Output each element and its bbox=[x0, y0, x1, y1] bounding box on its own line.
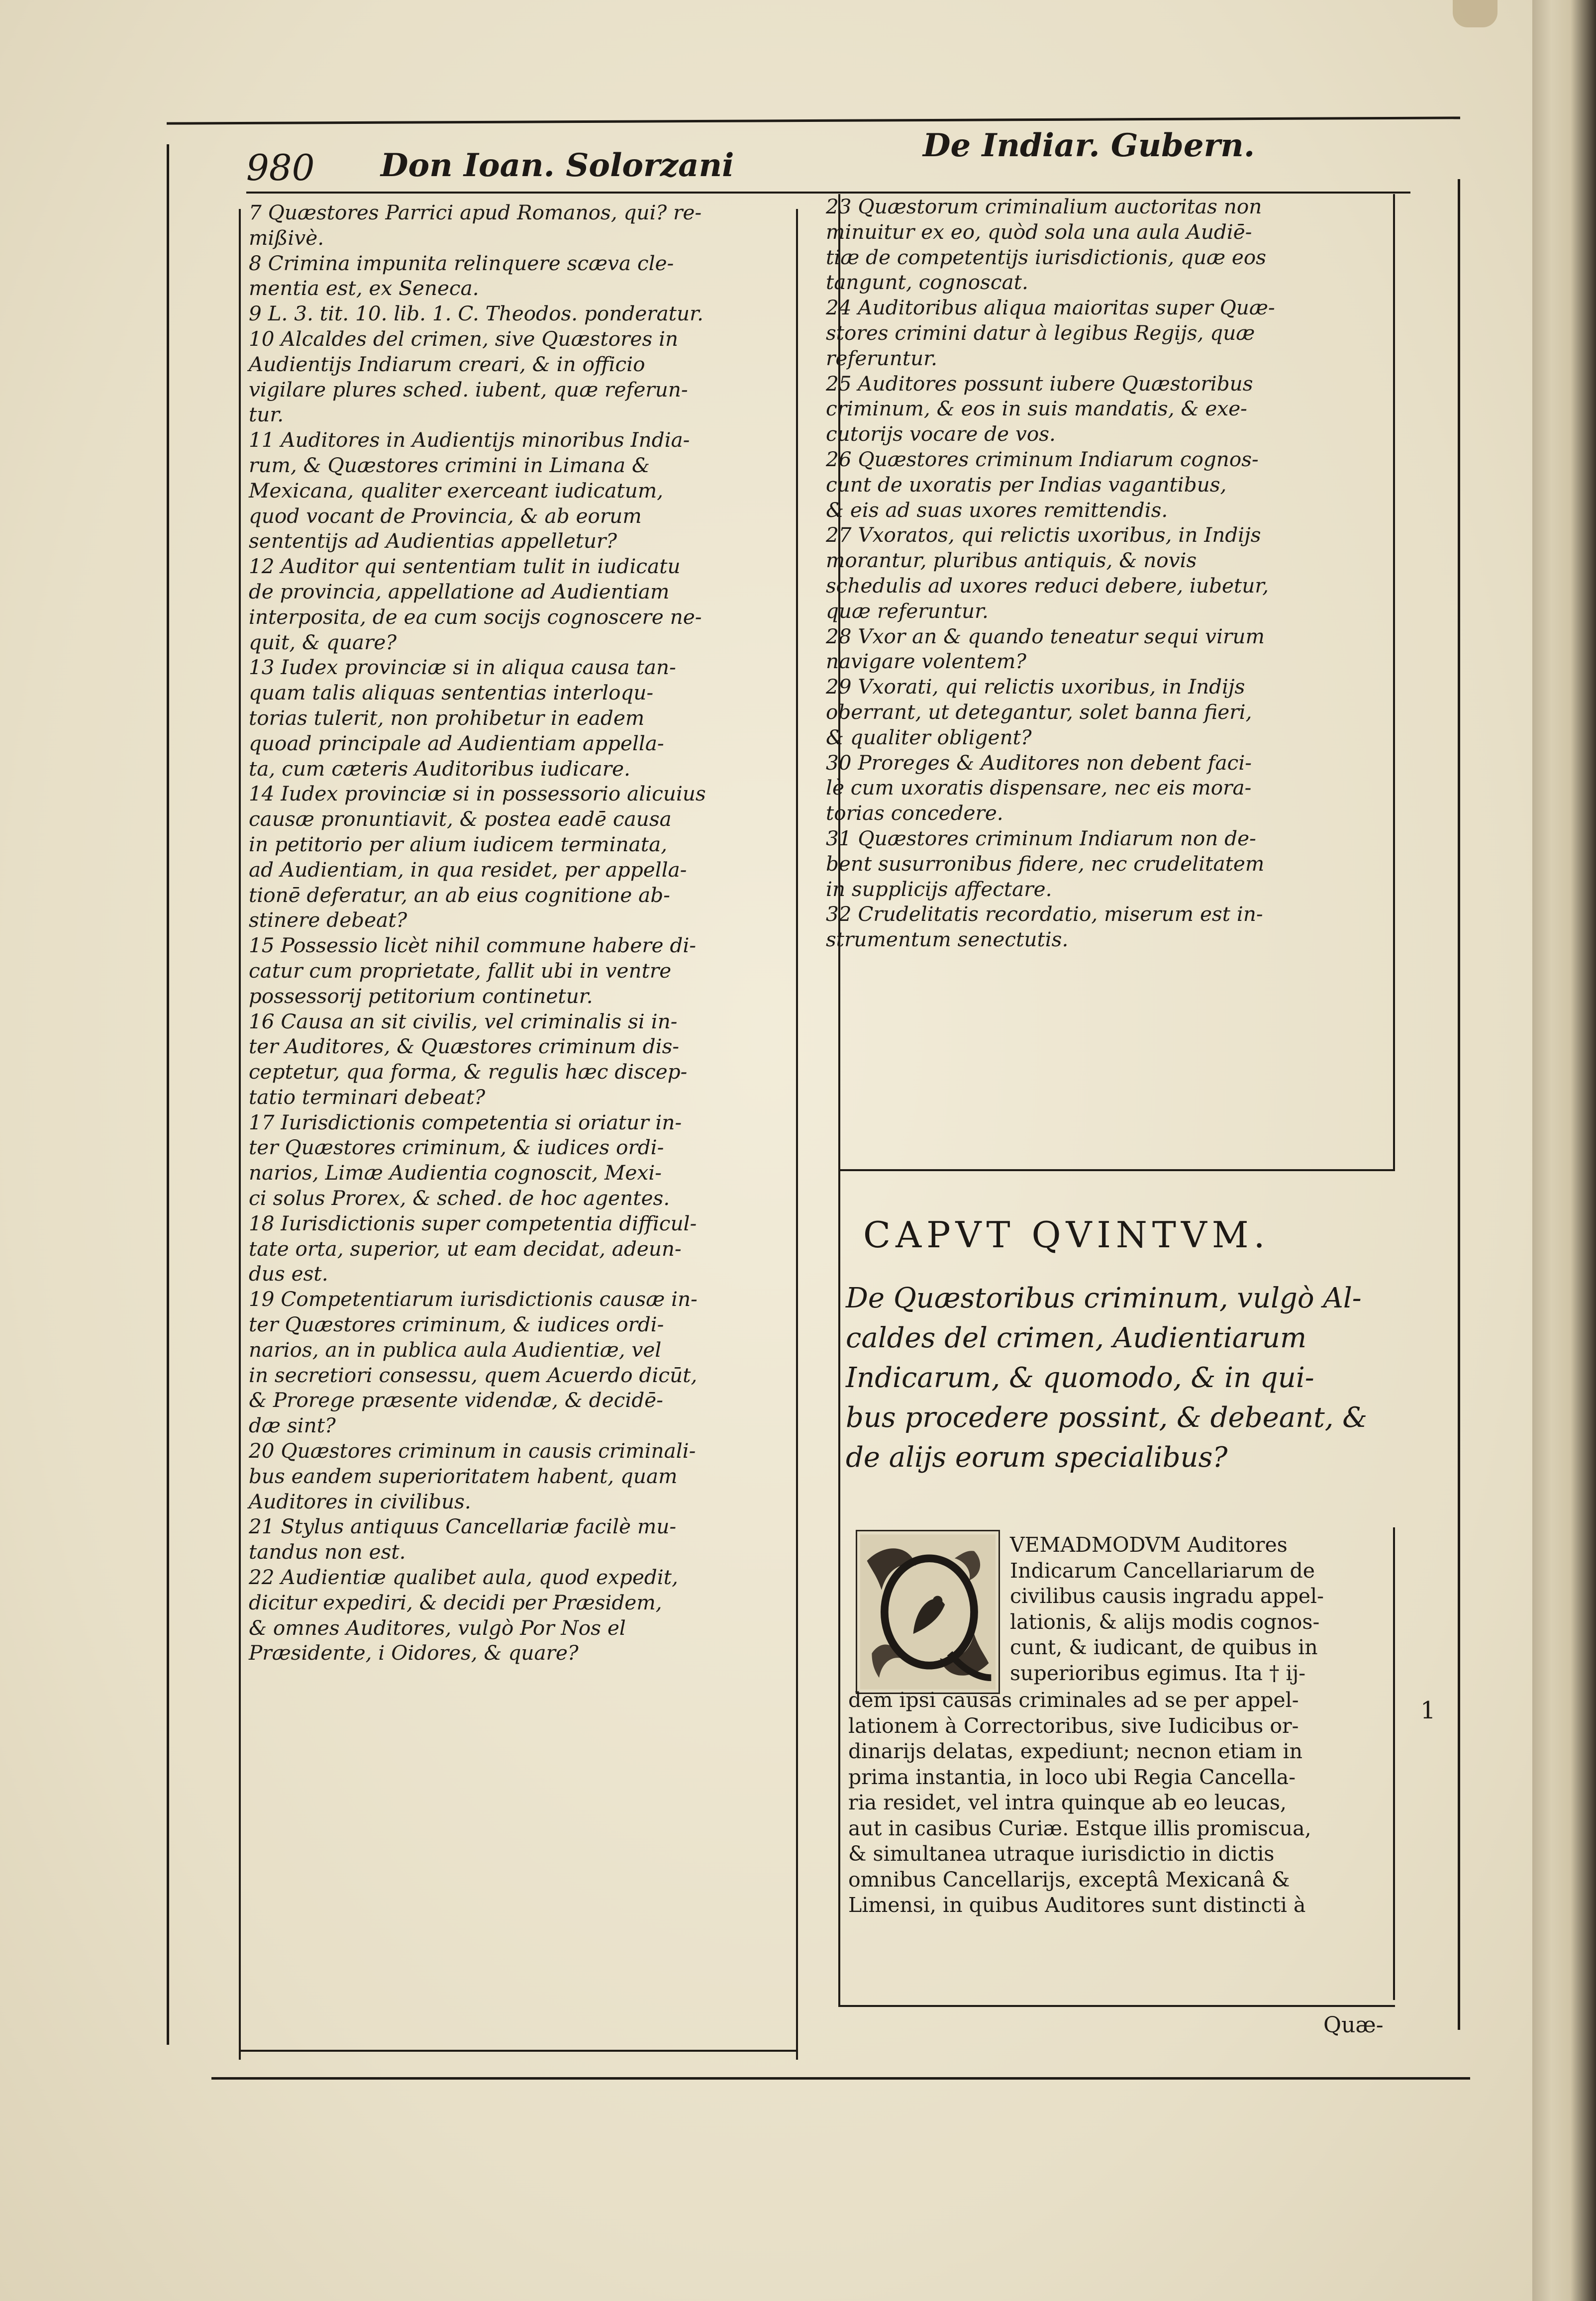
summary-entry: 19 Competentiarum iurisdictionis causæ in- ter Quæstores criminum, & iudices ordi- narios, an in publica aula Audientiæ, vel in secretiori consessu, quem Acuerdo dicūt, & Prorege præsente videndæ, & decidē- dæ sint? bbox=[249, 1287, 698, 1438]
header-rule bbox=[246, 192, 1410, 194]
summary-entry: 22 Audientiæ qualibet aula, quod expedit, dicitur expediri, & decidi per Præsidem, & omnes Auditores, vulgò Por Nos el Præsidente, i Oidores, & quare? bbox=[249, 1565, 678, 1665]
summary-entry: 26 Quæstores criminum Indiarum cognos- cunt de uxoratis per Indias vagantibus, & eis ad suas uxores remittendis. bbox=[826, 447, 1259, 522]
summary-entry: 7 Quæstores Parrici apud Romanos, qui? re- mißivè. bbox=[249, 200, 702, 250]
summary-entry: 15 Possessio licèt nihil commune habere di- catur cum proprietate, fallit ubi in ventre possessorij petitorium continetur. bbox=[249, 933, 697, 1008]
chapter-lead-text: VEMADMODVM Auditores Indicarum Cancellariarum de civilibus causis ingradu appel- lationis, & alijs modis cognos- cunt, & iudicant, de quibus in superioribus egimus. Ita † ij- bbox=[1010, 1533, 1324, 1685]
decorated-initial-q bbox=[856, 1530, 1000, 1694]
catchword: Quæ- bbox=[1323, 2012, 1384, 2038]
chapter-summary: De Quæstoribus criminum, vulgò Al- caldes del crimen, Audientiarum Indicarum, & quomodo, & in qui- bus procedere possint, & debeant, & de alijs eorum specialibus? bbox=[846, 1282, 1368, 1474]
summary-entry: 17 Iurisdictionis competentia si oriatur in- ter Quæstores criminum, & iudices ordi- narios, Limæ Audientia cognoscit, Mexi- ci solus Prorex, & sched. de hoc agentes. bbox=[249, 1110, 682, 1210]
left-column-left-rule bbox=[239, 209, 241, 2060]
summary-entry: 28 Vxor an & quando teneatur sequi virum navigare volentem? bbox=[826, 624, 1265, 674]
summary-entry: 24 Auditoribus aliqua maioritas super Quæ- stores crimini datur à legibus Regijs, quæ referuntur. bbox=[826, 296, 1275, 370]
summary-entry: 12 Auditor qui sententiam tulit in iudicatu de provincia, appellatione ad Audientiam interposita, de ea cum socijs cognoscere ne- quit, & quare? bbox=[249, 554, 702, 654]
summary-entry: 25 Auditores possunt iubere Quæstoribus criminum, & eos in suis mandatis, & exe- cutorijs vocare de vos. bbox=[826, 371, 1253, 446]
summary-entry: 16 Causa an sit civilis, vel criminalis si in- ter Auditores, & Quæstores criminum dis- ceptetur, qua forma, & regulis hæc discep- tatio terminari debeat? bbox=[249, 1009, 688, 1109]
left-frame-rule bbox=[167, 144, 169, 2045]
right-frame-rule bbox=[1458, 179, 1460, 2030]
running-head-right: De Indiar. Gubern. bbox=[923, 127, 1255, 164]
summary-entry: 9 L. 3. tit. 10. lib. 1. C. Theodos. ponderatur. bbox=[249, 301, 703, 326]
summary-entry: 13 Iudex provinciæ si in aliqua causa tan- quam talis aliquas sententias interloqu- torias tulerit, non prohibetur in eadem quoad principale ad Audientiam appella- ta, cum cæteris Auditoribus iudicare. bbox=[249, 655, 676, 781]
right-column-mid-rule bbox=[838, 1169, 1395, 1171]
summary-entry: 27 Vxoratos, qui relictis uxoribus, in Indijs morantur, pluribus antiquis, & novis schedulis ad uxores reduci debere, iubetur, quæ referuntur. bbox=[826, 523, 1269, 623]
ornament-icon bbox=[857, 1531, 998, 1693]
summary-entry: 30 Proreges & Auditores non debent faci- lè cum uxoratis dispensare, nec eis mora- torias concedere. bbox=[826, 750, 1252, 825]
chapter-title: CAPVT QVINTVM. bbox=[863, 1214, 1270, 1256]
summary-entry: 21 Stylus antiquus Cancellariæ facilè mu- tandus non est. bbox=[249, 1514, 677, 1564]
right-column-right-rule bbox=[1393, 194, 1395, 1169]
bookmark-ribbon bbox=[1453, 0, 1497, 27]
chapter-body-text: dem ipsi causas criminales ad se per appel- lationem à Correctoribus, sive Iudicibus or- dinarijs delatas, expediunt; necnon etiam in prima instantia, in loco ubi Regia Cancella- ria residet, vel intra quinque ab eo leucas, aut in casibus Curiæ. Estque illis promiscua, & simultanea utraque iurisdictio in dictis omnibus Cancellarijs, exceptâ Mexicanâ & Limensi, in quibus Auditores sunt distincti à bbox=[848, 1688, 1311, 1917]
left-column-bottom-rule bbox=[239, 2050, 798, 2052]
right-text-bottom-rule bbox=[838, 2005, 1395, 2007]
summary-entry: 18 Iurisdictionis super competentia difficul- tate orta, superior, ut eam decidat, adeun- dus est. bbox=[249, 1211, 697, 1286]
summary-entry: 11 Auditores in Audientijs minoribus India- rum, & Quæstores crimini in Limana & Mexicana, qualiter exerceant iudicatum, quod vocant de Provincia, & ab eorum sententijs ad Audientias appelletur? bbox=[249, 428, 690, 553]
page-edge bbox=[1532, 0, 1596, 2301]
margin-number: 1 bbox=[1420, 1697, 1436, 1724]
page-number: 980 bbox=[246, 147, 315, 189]
summary-entry: 10 Alcaldes del crimen, sive Quæstores in Audientijs Indiarum creari, & in officio vigilare plures sched. iubent, quæ referun- tur. bbox=[249, 326, 688, 427]
left-column-summaries bbox=[249, 200, 791, 1666]
right-column-summaries bbox=[826, 194, 1391, 952]
summary-entry: 23 Quæstorum criminalium auctoritas non minuitur ex eo, quòd sola una aula Audiē- tiæ de competentijs iurisdictionis, quæ eos tangunt, cognoscat. bbox=[826, 195, 1267, 295]
left-column-right-rule bbox=[796, 209, 798, 2060]
right-text-right-rule bbox=[1393, 1527, 1395, 2000]
summary-entry: 8 Crimina impunita relinquere scæva cle- mentia est, ex Seneca. bbox=[249, 251, 674, 300]
summary-entry: 29 Vxorati, qui relictis uxoribus, in Indijs oberrant, ut detegantur, solet banna fieri, & qualiter obligent? bbox=[826, 675, 1252, 749]
summary-entry: 14 Iudex provinciæ si in possessorio alicuius causæ pronuntiavit, & postea eadē causa in petitorio per alium iudicem terminata, ad Audientiam, in qua residet, per appella- tionē deferatur, an ab eius cognitione ab- stinere debeat? bbox=[249, 782, 706, 932]
bottom-frame-rule bbox=[211, 2077, 1470, 2080]
summary-entry: 20 Quæstores criminum in causis criminali- bus eandem superioritatem habent, quam Auditores in civilibus. bbox=[249, 1439, 696, 1513]
top-frame-rule bbox=[167, 116, 1460, 124]
summary-entry: 31 Quæstores criminum Indiarum non de- bent susurronibus fidere, nec crudelitatem in supplicijs affectare. bbox=[826, 826, 1265, 901]
running-head-left: Don Ioan. Solorzani bbox=[381, 147, 734, 184]
summary-entry: 32 Crudelitatis recordatio, miserum est in- strumentum senectutis. bbox=[826, 902, 1263, 952]
